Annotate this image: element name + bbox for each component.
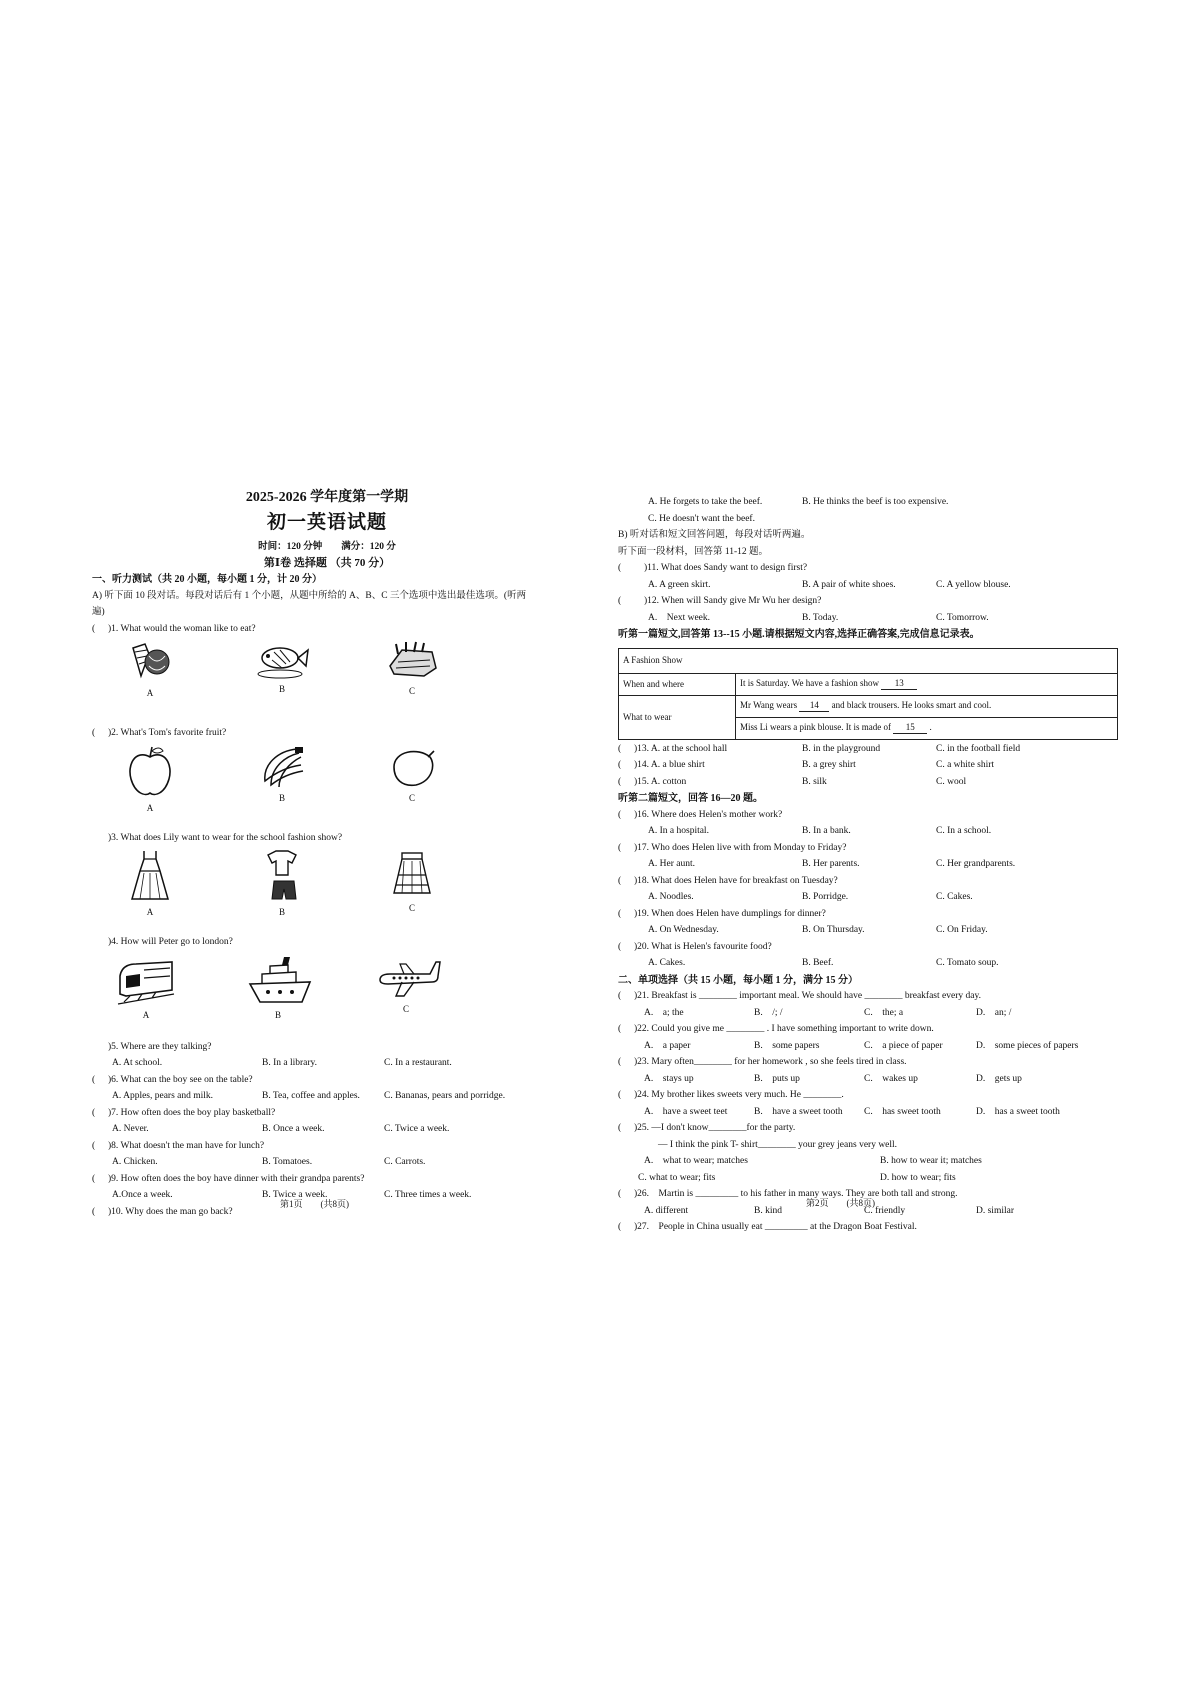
- answer-paren: (: [92, 623, 96, 634]
- question-stem: )4. How will Peter go to london?: [108, 937, 233, 947]
- exam-page-2: [618, 497, 1118, 1239]
- blank-13[interactable]: 13: [881, 678, 917, 690]
- question-14: ( )14. A. a blue shirt B. a grey shirt C. a white shirt: [618, 760, 995, 770]
- skirt-icon: [390, 849, 434, 899]
- question-19: ( )19. When does Helen have dumplings for dinner?: [618, 908, 826, 919]
- options-20: A. Cakes. B. Beef. C. Tomato soup.: [648, 958, 999, 968]
- question-3: [92, 833, 562, 850]
- listening-instructions-2: 遍): [92, 607, 105, 617]
- passage-1-instructions: 听第一篇短文,回答第 13--15 小题.请根据短文内容,选择正确答案,完成信息记录表。: [618, 629, 980, 640]
- picture-options-2: [92, 745, 562, 833]
- page-footer-2: 第2页 (共8页): [806, 1198, 875, 1208]
- question-27: ( )27. People in China usually eat _________ at the Dragon Boat Festival.: [618, 1222, 917, 1232]
- question-16: ( )16. Where does Helen's mother work?: [618, 809, 783, 820]
- table-label-when: When and where: [619, 673, 736, 695]
- question-5: )5. Where are they talking?: [108, 1041, 212, 1052]
- question-24: ( )24. My brother likes sweets very much. He ________.: [618, 1090, 844, 1100]
- option-c: C: [382, 745, 442, 804]
- question-stem: )2. What's Tom's favorite fruit?: [108, 728, 227, 738]
- option-a: A: [120, 640, 180, 699]
- options-25-cd: C. what to wear; fits D. how to wear; fits: [638, 1172, 956, 1183]
- vegetables-icon: [127, 640, 173, 684]
- question-8: ( )8. What doesn't the man have for lunch?: [92, 1140, 265, 1151]
- question-22: ( )22. Could you give me ________ . I have something important to write down.: [618, 1024, 934, 1034]
- option-c: C: [382, 640, 442, 697]
- options-16: A. In a hospital. B. In a bank. C. In a school.: [648, 826, 992, 836]
- question-23: ( )23. Mary often________ for her homework , so she feels tired in class.: [618, 1057, 907, 1067]
- picture-options-3: [92, 849, 562, 937]
- passage-2-instructions: 听第二篇短文，回答 16—20 题。: [618, 793, 763, 804]
- plane-icon: [376, 954, 442, 1000]
- exam-term-title: 2025-2026 学年度第一学期: [245, 490, 409, 505]
- apple-icon: [125, 745, 175, 799]
- listening-instructions-1: A) 听下面 10 段对话。每段对话后有 1 个小题，从题中所给的 A、B、C 三个选项中选出最佳选项。(听两: [92, 590, 527, 601]
- table-label-wear: What to wear: [619, 695, 736, 739]
- options-18: A. Noodles. B. Porridge. C. Cakes.: [648, 892, 973, 902]
- question-18: ( )18. What does Helen have for breakfast on Tuesday?: [618, 875, 838, 886]
- material-11-12: 听下面一段材料，回答第 11-12 题。: [618, 546, 769, 557]
- options-25-ab: A. what to wear; matches B. how to wear it; matches: [644, 1156, 982, 1166]
- question-2: [92, 728, 562, 745]
- options-10: A. He forgets to take the beef. B. He thinks the beef is too expensive.: [648, 497, 949, 507]
- table-row-wang: Mr Wang wears 14 and black trousers. He looks smart and cool.: [736, 695, 1118, 717]
- question-stem: )3. What does Lily want to wear for the school fashion show?: [108, 832, 343, 843]
- question-13: ( )13. A. at the school hall B. in the playground C. in the football field: [618, 743, 1021, 754]
- question-20: ( )20. What is Helen's favourite food?: [618, 941, 772, 952]
- page-footer-1: 第1页 (共8页): [280, 1199, 349, 1209]
- listening-part-b: B) 听对话和短文回答问题，每段对话听两遍。: [618, 530, 811, 540]
- options-21: A. a; the B. /; / C. the; a D. an; /: [644, 1007, 1012, 1018]
- question-10: ( )10. Why does the man go back?: [92, 1206, 233, 1217]
- option-b: B: [252, 640, 312, 695]
- option-b: B: [252, 849, 312, 918]
- exam-main-title: 初一英语试题: [266, 512, 387, 533]
- question-17: ( )17. Who does Helen live with from Monday to Friday?: [618, 842, 847, 853]
- banana-icon: [257, 745, 307, 789]
- question-1: [92, 624, 562, 641]
- question-25: ( )25. —I don't know________for the party.: [618, 1123, 796, 1133]
- tshirt-shorts-icon: [262, 849, 302, 903]
- options-12: A. Next week. B. Today. C. Tomorrow.: [648, 612, 989, 623]
- table-title: A Fashion Show: [619, 648, 1118, 673]
- ship-icon: [248, 954, 312, 1006]
- options-6: A. Apples, pears and milk. B. Tea, coffee and apples. C. Bananas, pears and porridge.: [112, 1091, 506, 1101]
- options-5: A. At school. B. In a library. C. In a restaurant.: [112, 1058, 452, 1068]
- options-23: A. stays up B. puts up C. wakes up D. gets up: [644, 1073, 1022, 1084]
- options-24: A. have a sweet teet B. have a sweet tooth C. has sweet tooth D. has a sweet tooth: [644, 1106, 1060, 1117]
- section-listening: 一、听力测试（共 20 小题，每小题 1 分，计 20 分）: [92, 574, 322, 585]
- question-26: ( )26. Martin is _________ to his father in many ways. They are both tall and strong.: [618, 1189, 958, 1199]
- option-a: A: [116, 954, 176, 1021]
- option-a: A: [120, 849, 180, 918]
- question-stem: )1. What would the woman like to eat?: [108, 623, 256, 634]
- exam-page-1: [92, 490, 562, 1223]
- answer-paren: (: [92, 728, 96, 738]
- question-21: ( )21. Breakfast is ________ important meal. We should have ________ breakfast every day.: [618, 991, 981, 1001]
- exam-meta: 时间：120 分钟 满分：120 分: [258, 542, 396, 552]
- question-6: ( )6. What can the boy see on the table?: [92, 1074, 253, 1085]
- option-c: C: [376, 954, 436, 1015]
- meat-icon: [384, 640, 440, 682]
- question-9: ( )9. How often does the boy have dinner with their grandpa parents?: [92, 1173, 365, 1184]
- question-12: ( )12. When will Sandy give Mr Wu her design?: [618, 596, 822, 606]
- dress-icon: [130, 849, 170, 903]
- blank-14[interactable]: 14: [799, 700, 829, 712]
- options-11: A. A green skirt. B. A pair of white shoes. C. A yellow blouse.: [648, 579, 1011, 590]
- option-a: A: [120, 745, 180, 814]
- options-10-c: C. He doesn't want the beef.: [648, 513, 755, 524]
- section-single-choice: 二、单项选择（共 15 小题，每小题 1 分，满分 15 分）: [618, 974, 858, 986]
- options-19: A. On Wednesday. B. On Thursday. C. On Friday.: [648, 925, 988, 935]
- question-25-line-2: — I think the pink T- shirt________ your grey jeans very well.: [658, 1139, 898, 1150]
- question-7: ( )7. How often does the boy play basketball?: [92, 1107, 276, 1118]
- option-b: B: [252, 745, 312, 804]
- option-c: C: [382, 849, 442, 914]
- exam-part-title: 第Ⅰ卷 选择题 （共 70 分）: [263, 557, 391, 569]
- question-15: ( )15. A. cotton B. silk C. wool: [618, 776, 967, 787]
- blank-15[interactable]: 15: [893, 722, 927, 734]
- fashion-show-table: [618, 648, 1118, 740]
- train-icon: [116, 954, 176, 1006]
- table-row-when: It is Saturday. We have a fashion show 13: [736, 673, 1118, 695]
- options-22: A. a paper B. some papers C. a piece of paper D. some pieces of papers: [644, 1040, 1079, 1051]
- options-8: A. Chicken. B. Tomatoes. C. Carrots.: [112, 1157, 426, 1167]
- fish-icon: [254, 640, 310, 680]
- table-row-li: Miss Li wears a pink blouse. It is made of 15 .: [736, 717, 1118, 739]
- options-9: A.Once a week. B. Twice a week. C. Three times a week.: [112, 1190, 472, 1200]
- question-4: [92, 937, 562, 954]
- picture-options-4: [92, 954, 562, 1042]
- options-17: A. Her aunt. B. Her parents. C. Her grandparents.: [648, 859, 1016, 869]
- options-26: A. different B. kind C. friendly D. similar: [644, 1205, 1014, 1216]
- options-7: A. Never. B. Once a week. C. Twice a week.: [112, 1124, 450, 1134]
- picture-options-1: [92, 640, 562, 728]
- option-b: B: [248, 954, 308, 1021]
- question-11: ( )11. What does Sandy want to design first?: [618, 563, 808, 573]
- mango-icon: [388, 745, 436, 789]
